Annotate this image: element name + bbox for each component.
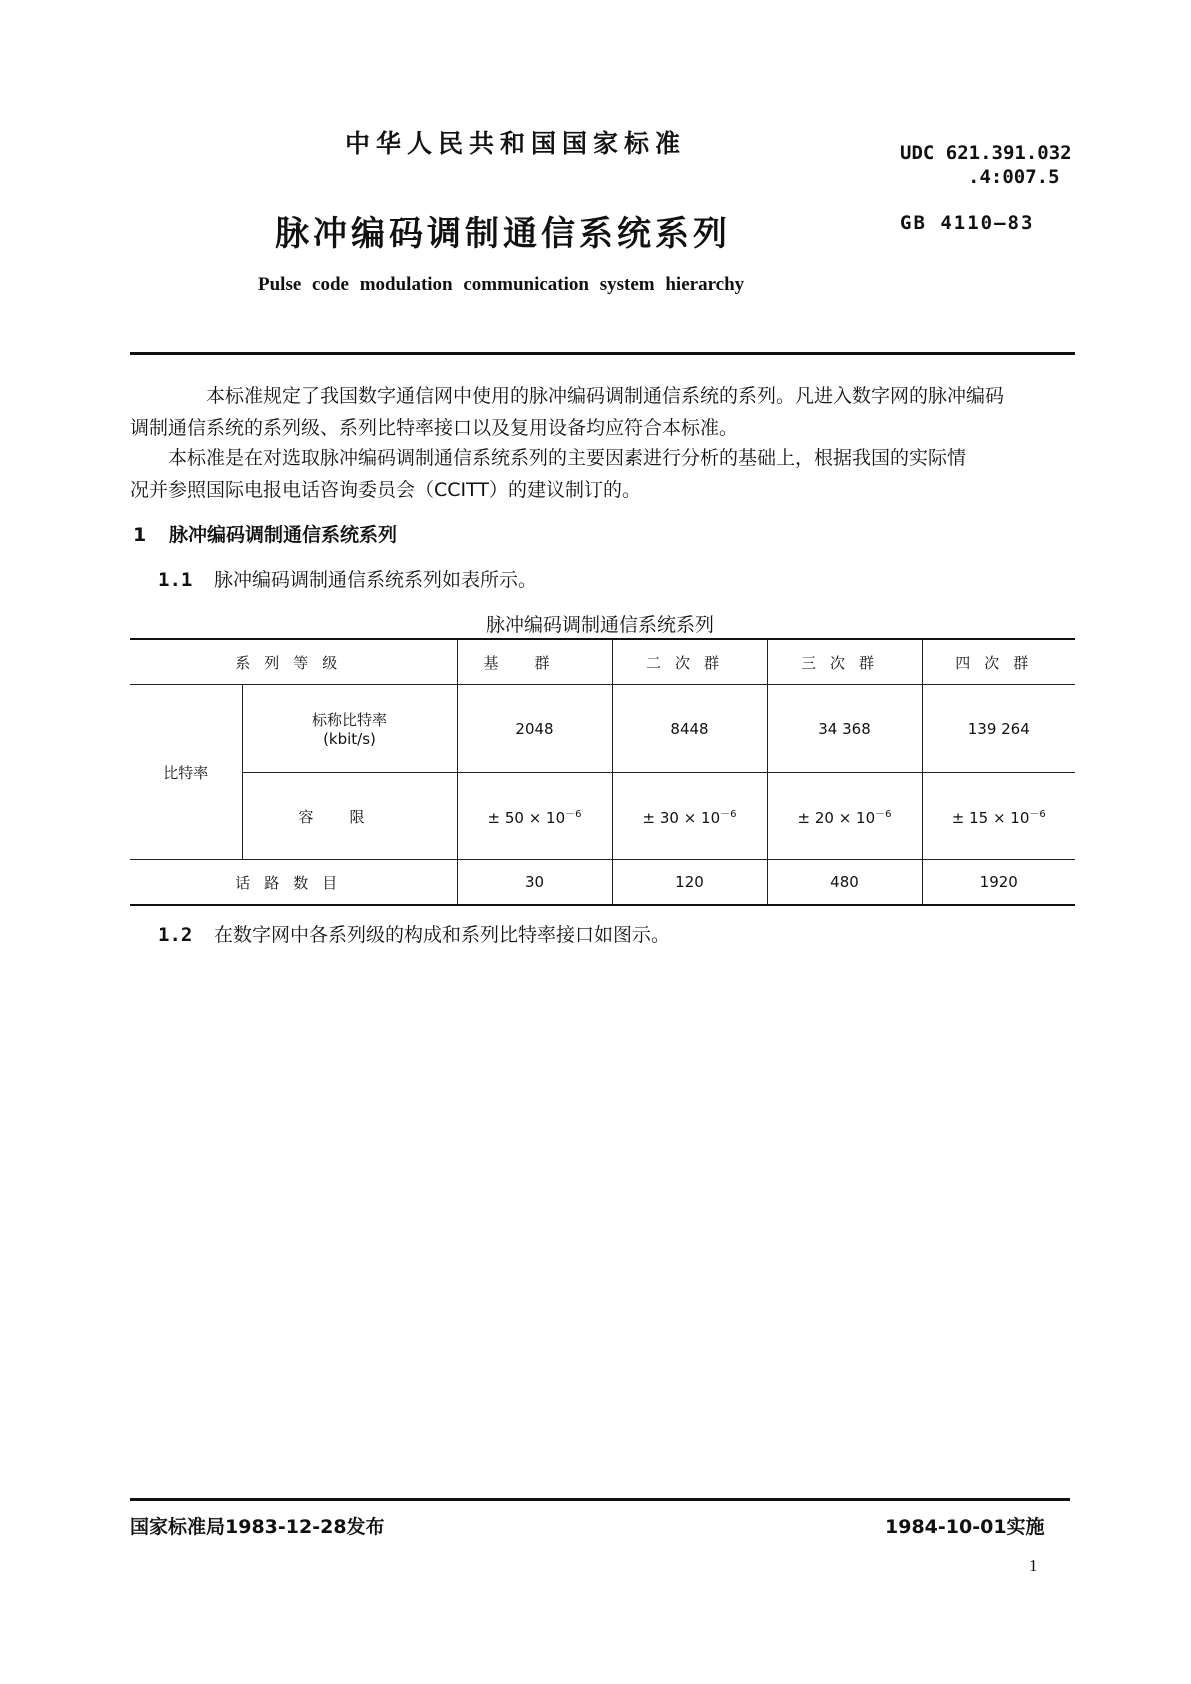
tolerance-value-col-1 (457, 773, 612, 860)
intro-paragraph-2-line-1: 本标准是在对选取脉冲编码调制通信系统系列的主要因素进行分析的基础上，根据我国的实际情 (168, 447, 967, 469)
header-cell-col-4: 四次群 (922, 639, 1075, 685)
section-1-2-number: 1.2 (158, 924, 193, 946)
section-1-number: 1 (133, 524, 147, 546)
channels-label-cell: 话路数目 (130, 860, 457, 906)
tolerance-value-col-4 (922, 773, 1075, 860)
intro-paragraph-1-line-2: 调制通信系统的系列级、系列比特率接口以及复用设备均应符合本标准。 (130, 417, 739, 439)
intro-paragraph-2 (130, 442, 1075, 506)
nominal-label: 标称比特率 (311, 711, 387, 729)
document-title-en: Pulse code modulation communication system hierarchy (258, 274, 745, 295)
nominal-value-col-3: 34 368 (767, 685, 922, 773)
section-1-2-text: 在数字网中各系列级的构成和系列比特率接口如图示。 (214, 924, 671, 946)
national-standard-heading: 中华人民共和国国家标准 (345, 129, 687, 158)
channels-value-col-1: 30 (457, 860, 612, 906)
nominal-value-col-4: 139 264 (922, 685, 1075, 773)
table-caption: 脉冲编码调制通信系统系列 (486, 614, 715, 636)
header-cell-level: 系列等级 (130, 639, 457, 685)
table-header-row (130, 639, 1075, 685)
header-cell-col-1: 基群 (457, 639, 612, 685)
tolerance-value-col-2 (612, 773, 767, 860)
table-row-nominal-bitrate (130, 685, 1075, 773)
tolerance-value-col-3 (767, 773, 922, 860)
section-1-1-text: 脉冲编码调制通信系统系列如表所示。 (214, 569, 538, 591)
tolerance-exponent: －6 (875, 809, 892, 820)
document-title-zh: 脉冲编码调制通信系统系列 (275, 214, 731, 254)
footer-rule (130, 1498, 1070, 1501)
channels-value-col-2: 120 (612, 860, 767, 906)
section-1-heading (133, 520, 397, 547)
section-1-1-number: 1.1 (158, 569, 193, 591)
channels-value-col-3: 480 (767, 860, 922, 906)
tolerance-base: ± 50 × 10 (487, 809, 566, 827)
nominal-unit: (kbit/s) (323, 730, 376, 748)
effective-date: 1984-10-01实施 (885, 1516, 1045, 1538)
section-1-title: 脉冲编码调制通信系统系列 (169, 524, 398, 546)
section-1-2 (158, 920, 670, 947)
bitrate-group-cell: 比特率 (130, 685, 242, 860)
header-cell-col-2: 二次群 (612, 639, 767, 685)
header-cell-col-3: 三次群 (767, 639, 922, 685)
table-row-tolerance (130, 773, 1075, 860)
tolerance-exponent: －6 (565, 809, 582, 820)
tolerance-exponent: －6 (720, 809, 737, 820)
tolerance-base: ± 30 × 10 (642, 809, 721, 827)
nominal-label-cell (242, 685, 457, 773)
issued-date: 国家标准局1983-12-28发布 (130, 1516, 385, 1538)
page-number: 1 (1029, 1556, 1038, 1575)
intro-paragraph-2-line-2: 况并参照国际电报电话咨询委员会（CCITT）的建议制订的。 (130, 479, 642, 501)
table-row-channels (130, 860, 1075, 906)
channels-value-col-4: 1920 (922, 860, 1075, 906)
intro-paragraph-1 (130, 380, 1075, 444)
gb-code: GB 4110—83 (900, 212, 1035, 234)
header-rule (130, 352, 1075, 355)
intro-paragraph-1-line-1: 本标准规定了我国数字通信网中使用的脉冲编码调制通信系统的系列。凡进入数字网的脉冲编码 (206, 385, 1005, 407)
tolerance-base: ± 20 × 10 (797, 809, 876, 827)
tolerance-label-cell: 容限 (242, 773, 457, 860)
hierarchy-table (130, 638, 1075, 906)
nominal-value-col-2: 8448 (612, 685, 767, 773)
udc-code-line1: UDC 621.391.032 (900, 142, 1072, 164)
udc-code-line2: .4:007.5 (968, 166, 1060, 188)
nominal-value-col-1: 2048 (457, 685, 612, 773)
tolerance-exponent: －6 (1029, 809, 1046, 820)
tolerance-base: ± 15 × 10 (951, 809, 1030, 827)
section-1-1 (158, 565, 537, 592)
